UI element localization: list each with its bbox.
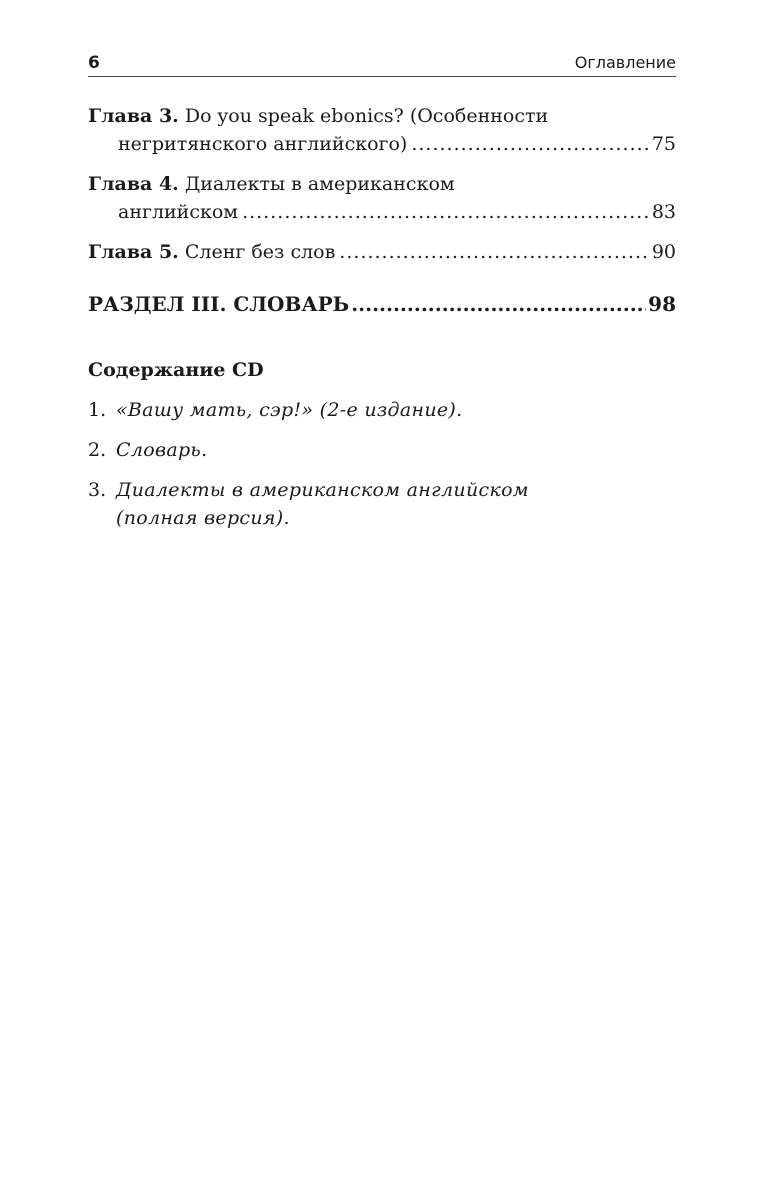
cd-item-index: 1. xyxy=(88,399,107,421)
running-header xyxy=(88,52,676,77)
chapter-title-line1: Do you speak ebonics? (Особенности xyxy=(184,105,549,127)
page-ref: 75 xyxy=(651,133,676,155)
toc-entry-chapter-4 xyxy=(88,170,676,226)
cd-item-text xyxy=(116,476,676,532)
toc-entry-chapter-3 xyxy=(88,102,676,158)
cd-item-text-line1: Диалекты в американском английском xyxy=(116,479,529,501)
toc-entry-chapter-5 xyxy=(88,238,676,266)
page-ref: 90 xyxy=(651,241,676,263)
cd-item-index: 3. xyxy=(88,479,107,501)
cd-item-text-line1: Словарь. xyxy=(116,439,208,461)
cd-item xyxy=(88,396,676,424)
page-number: 6 xyxy=(88,53,100,73)
cd-item-text-line1: «Вашу мать, сэр!» (2-е издание). xyxy=(116,399,463,421)
page-ref: 98 xyxy=(648,292,676,316)
chapter-title-line1: Сленг без слов xyxy=(184,241,336,263)
chapter-title-line2: английском xyxy=(118,201,239,223)
section-title: РАЗДЕЛ III. СЛОВАРЬ xyxy=(88,292,350,316)
page-ref: 83 xyxy=(651,201,676,223)
chapter-label: Глава 5. xyxy=(88,241,179,263)
table-of-contents xyxy=(88,102,676,318)
cd-item-text xyxy=(116,436,676,464)
cd-item-text-line2: (полная версия). xyxy=(116,507,290,529)
cd-item-text xyxy=(116,396,676,424)
cd-title: Содержание CD xyxy=(88,359,264,381)
chapter-title-line1: Диалекты в американском xyxy=(184,173,455,195)
cd-item-index: 2. xyxy=(88,439,107,461)
chapter-label: Глава 3. xyxy=(88,105,179,127)
dot-leader xyxy=(339,238,648,266)
chapter-label: Глава 4. xyxy=(88,173,179,195)
running-title: Оглавление xyxy=(574,53,676,72)
toc-entry-section-3 xyxy=(88,290,676,318)
cd-contents xyxy=(88,356,676,544)
dot-leader xyxy=(411,130,647,158)
cd-item xyxy=(88,476,676,532)
dot-leader xyxy=(242,198,648,226)
dot-leader xyxy=(351,290,646,318)
chapter-title-line2: негритянского английского) xyxy=(118,133,408,155)
cd-item xyxy=(88,436,676,464)
